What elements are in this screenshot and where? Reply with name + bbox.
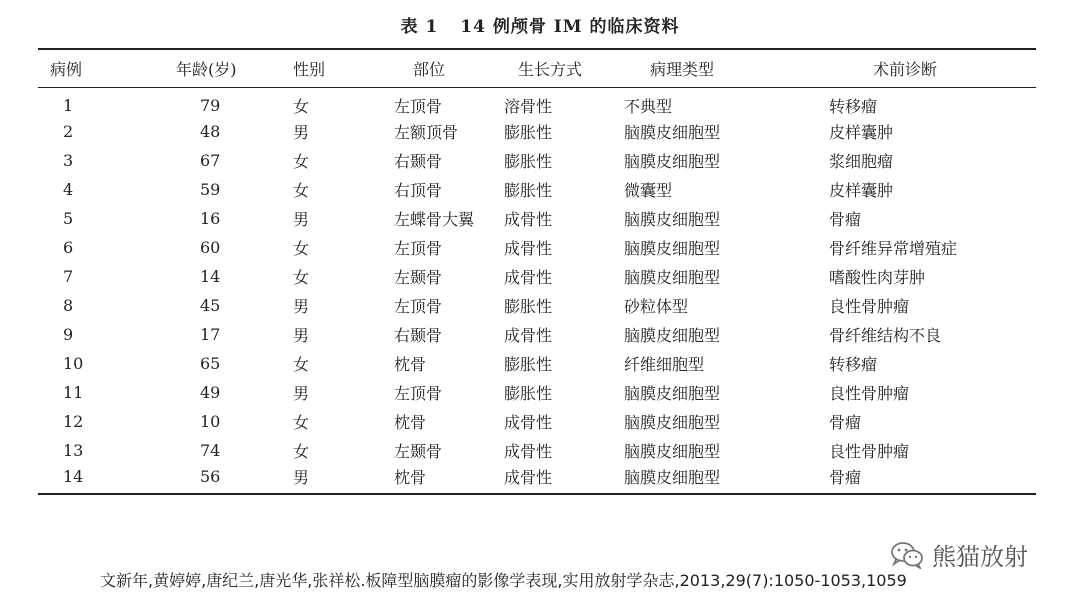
cell-growth-pattern: 膨胀性 <box>504 122 553 142</box>
table-row <box>38 87 1036 117</box>
cell-growth-pattern: 膨胀性 <box>504 383 553 403</box>
cell-preop-diagnosis: 转移瘤 <box>829 96 878 116</box>
cell-sex: 女 <box>293 267 310 287</box>
watermark <box>890 537 1028 572</box>
table-row <box>38 146 1036 175</box>
cell-growth-pattern: 成骨性 <box>504 238 553 258</box>
table-caption <box>0 12 1080 37</box>
table-number: 表 1 <box>400 17 439 37</box>
cell-age: 79 <box>200 95 221 115</box>
header-preop-diagnosis: 术前诊断 <box>823 49 1036 87</box>
wechat-icon <box>890 541 924 569</box>
cell-age: 14 <box>200 266 221 286</box>
cell-site: 左额顶骨 <box>394 122 459 142</box>
cell-preop-diagnosis: 骨纤维异常增殖症 <box>829 238 958 258</box>
cell-age: 10 <box>200 411 221 431</box>
cell-age: 17 <box>200 324 221 344</box>
cell-pathology-type: 微囊型 <box>624 180 673 200</box>
cell-site: 枕骨 <box>394 354 427 374</box>
table-header-row <box>38 49 1036 87</box>
cell-site: 右颞骨 <box>394 151 443 171</box>
cell-growth-pattern: 成骨性 <box>504 412 553 432</box>
cell-growth-pattern: 溶骨性 <box>504 96 553 116</box>
citation-text: 文新年,黄婷婷,唐纪兰,唐光华,张祥松.板障型脑膜瘤的影像学表现,实用放射学杂志,2013,29(7):1050-1053,1059 <box>100 571 907 590</box>
cell-pathology-type: 脑膜皮细胞型 <box>624 441 721 461</box>
cell-case: 11 <box>63 382 84 402</box>
cell-site: 左颞骨 <box>394 441 443 461</box>
cell-sex: 女 <box>293 96 310 116</box>
cell-pathology-type: 脑膜皮细胞型 <box>624 383 721 403</box>
cell-growth-pattern: 成骨性 <box>504 209 553 229</box>
cell-sex: 男 <box>283 465 353 494</box>
cell-pathology-type: 脑膜皮细胞型 <box>618 465 823 494</box>
cell-sex: 男 <box>293 325 310 345</box>
cell-sex: 男 <box>293 383 310 403</box>
clinical-data-table <box>38 48 1036 495</box>
cell-preop-diagnosis: 骨瘤 <box>829 412 862 432</box>
cell-preop-diagnosis: 良性骨肿瘤 <box>829 296 910 316</box>
cell-preop-diagnosis: 嗜酸性肉芽肿 <box>829 267 926 287</box>
cell-site: 右顶骨 <box>394 180 443 200</box>
header-age: 年龄(岁) <box>108 49 283 87</box>
cell-site: 左顶骨 <box>394 383 443 403</box>
cell-growth-pattern: 膨胀性 <box>504 151 553 171</box>
cell-growth-pattern: 成骨性 <box>504 267 553 287</box>
cell-preop-diagnosis: 骨纤维结构不良 <box>829 325 942 345</box>
cell-preop-diagnosis: 浆细胞瘤 <box>829 151 894 171</box>
cell-sex: 女 <box>293 412 310 432</box>
cell-sex: 女 <box>293 180 310 200</box>
table-row <box>38 233 1036 262</box>
cell-case: 8 <box>63 295 74 315</box>
cell-preop-diagnosis: 骨瘤 <box>829 209 862 229</box>
cell-preop-diagnosis: 良性骨肿瘤 <box>829 441 910 461</box>
cell-case: 12 <box>63 411 84 431</box>
watermark-text: 熊猫放射 <box>932 543 1028 571</box>
cell-pathology-type: 脑膜皮细胞型 <box>624 267 721 287</box>
table-row <box>38 175 1036 204</box>
cell-site: 枕骨 <box>353 465 498 494</box>
cell-age: 67 <box>200 150 221 170</box>
cell-pathology-type: 脑膜皮细胞型 <box>624 209 721 229</box>
cell-sex: 女 <box>293 151 310 171</box>
cell-site: 左蝶骨大翼 <box>394 209 475 229</box>
table-row <box>38 407 1036 436</box>
cell-site: 枕骨 <box>394 412 427 432</box>
cell-pathology-type: 不典型 <box>624 96 673 116</box>
cell-age: 49 <box>200 382 221 402</box>
table-row <box>38 465 1036 494</box>
cell-case: 5 <box>63 208 74 228</box>
header-sex: 性别 <box>283 49 353 87</box>
cell-case: 3 <box>63 150 74 170</box>
cell-preop-diagnosis: 良性骨肿瘤 <box>829 383 910 403</box>
table-row <box>38 262 1036 291</box>
cell-case: 10 <box>63 353 84 373</box>
table-title: 14 例颅骨 IM 的临床资料 <box>460 17 680 37</box>
cell-sex: 男 <box>293 122 310 142</box>
cell-age: 59 <box>200 179 221 199</box>
cell-site: 左顶骨 <box>394 238 443 258</box>
cell-pathology-type: 脑膜皮细胞型 <box>624 122 721 142</box>
header-growth-pattern: 生长方式 <box>498 49 618 87</box>
cell-growth-pattern: 成骨性 <box>504 441 553 461</box>
cell-sex: 女 <box>293 441 310 461</box>
cell-age: 74 <box>200 440 221 460</box>
table-row <box>38 436 1036 465</box>
cell-case: 2 <box>63 121 74 141</box>
cell-age: 45 <box>200 295 221 315</box>
cell-case: 6 <box>63 237 74 257</box>
cell-preop-diagnosis: 皮样囊肿 <box>829 180 894 200</box>
cell-age: 60 <box>200 237 221 257</box>
cell-pathology-type: 脑膜皮细胞型 <box>624 325 721 345</box>
cell-case: 4 <box>63 179 74 199</box>
cell-preop-diagnosis: 皮样囊肿 <box>829 122 894 142</box>
cell-sex: 女 <box>293 238 310 258</box>
table-row <box>38 320 1036 349</box>
cell-case: 7 <box>63 266 74 286</box>
cell-growth-pattern: 膨胀性 <box>504 354 553 374</box>
cell-pathology-type: 脑膜皮细胞型 <box>624 238 721 258</box>
table-row <box>38 349 1036 378</box>
cell-growth-pattern: 膨胀性 <box>504 180 553 200</box>
cell-growth-pattern: 成骨性 <box>504 325 553 345</box>
cell-site: 左颞骨 <box>394 267 443 287</box>
cell-site: 右颞骨 <box>394 325 443 345</box>
cell-sex: 男 <box>293 209 310 229</box>
table-body <box>38 87 1036 494</box>
table-row <box>38 378 1036 407</box>
cell-site: 左顶骨 <box>394 96 443 116</box>
cell-sex: 女 <box>293 354 310 374</box>
cell-pathology-type: 纤维细胞型 <box>624 354 705 374</box>
cell-age: 48 <box>200 121 221 141</box>
cell-case: 9 <box>63 324 74 344</box>
cell-site: 左顶骨 <box>394 296 443 316</box>
cell-age: 16 <box>200 208 221 228</box>
cell-case: 14 <box>38 465 108 494</box>
cell-pathology-type: 脑膜皮细胞型 <box>624 412 721 432</box>
table-row <box>38 117 1036 146</box>
cell-age: 56 <box>108 465 283 494</box>
cell-preop-diagnosis: 骨瘤 <box>823 465 1036 494</box>
cell-case: 13 <box>63 440 84 460</box>
table-row <box>38 204 1036 233</box>
cell-growth-pattern: 膨胀性 <box>504 296 553 316</box>
header-pathology-type: 病理类型 <box>618 49 823 87</box>
cell-sex: 男 <box>293 296 310 316</box>
cell-case: 1 <box>63 95 74 115</box>
header-site: 部位 <box>353 49 498 87</box>
cell-growth-pattern: 成骨性 <box>498 465 618 494</box>
cell-pathology-type: 砂粒体型 <box>624 296 689 316</box>
cell-age: 65 <box>200 353 221 373</box>
cell-pathology-type: 脑膜皮细胞型 <box>624 151 721 171</box>
cell-preop-diagnosis: 转移瘤 <box>829 354 878 374</box>
table-row <box>38 291 1036 320</box>
header-case: 病例 <box>38 49 108 87</box>
